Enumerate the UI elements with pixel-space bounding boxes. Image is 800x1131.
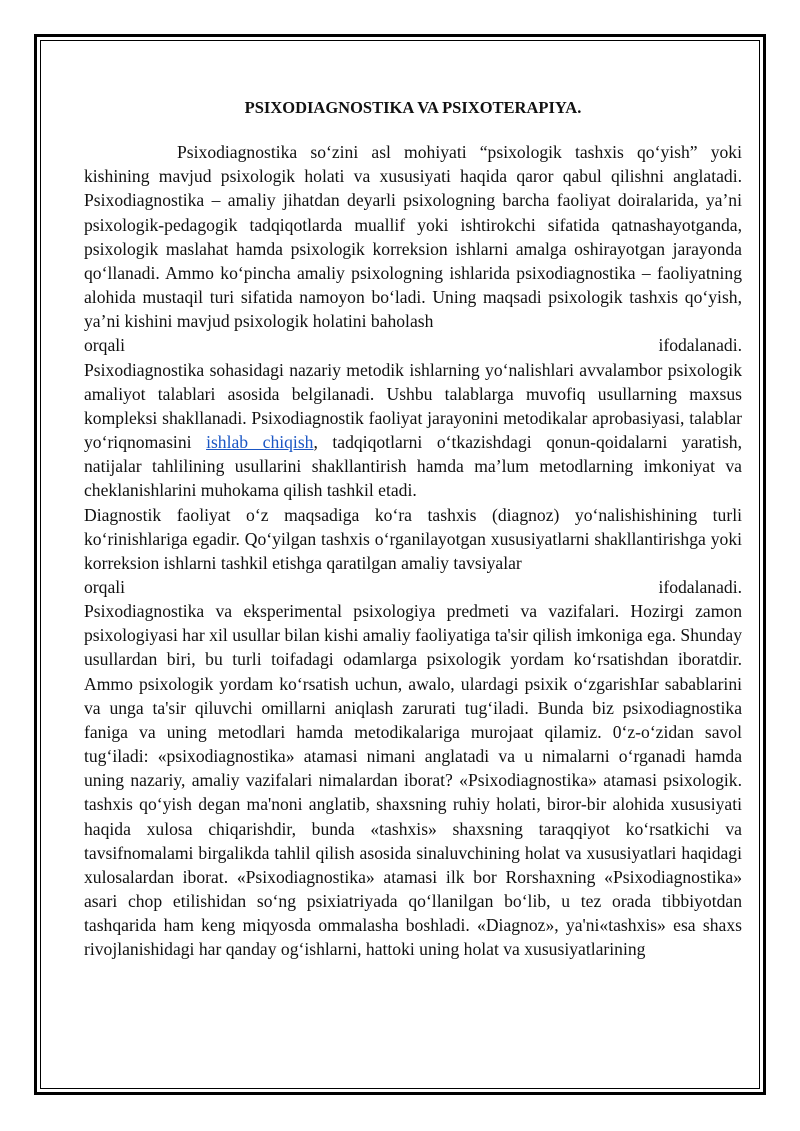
paragraph-4: Psixodiagnostika va eksperimental psixologiya predmeti va vazifalari. Hozirgi zamon psixologiyasi har xil usullar bilan kishi amaliy faoliyatiga ta'sir qilish imkoniga ega. Shunday usullardan biri, bu turli toifadagi odamlarga psixologik yordam ko‘rsatishdan iboratdir. Ammo psixologik yordam ko‘rsatish uchun, awalo, ulardagi psixik o‘zgarishIar sabablarini va unga ta'sir qiluvchi omillarni aniqlash zarurati tug‘iladi. Bunda biz psixodiagnostika faniga va uning metodlari hamda metodikalariga murojaat qilamiz. 0‘z-o‘zidan savol tug‘iladi: «psixodiagnostika» atamasi nimani anglatadi va u nimalarni o‘rganadi hamda uning nazariy, amaliy vazifalari nimalardan iborat? «Psixodiagnostika» atamasi psixologik. tashxis qo‘yish degan ma'noni anglatib, shaxsning ruhiy holati, biror-bir alohida xususiyati haqida xulosa chiqarishdir, bunda «tashxis» shaxsning taraqqiyot ko‘rsatkichi va tavsifnomalami birgalikda tahlil qilish asosida sinaluvchining holat va xususiyatlari haqidagi xulosalardan iborat. «Psixodiagnostika» atamasi ilk bor Rorshaxning «Psixodiagnostika» asari chop etilishidan so‘ng psixiatriyada qo‘llanilgan bo‘lib, u tez orada tibbiyotdan tashqarida ham keng miqyosda ommalasha boshladi. «Diagnoz», ya'ni«tashxis» esa shaxs rivojlanishidagi har qanday og‘ishlarni, hattoki uning holat va xususiyatlarining [84,601,742,960]
paragraph-3-text: Diagnostik faoliyat o‘z maqsadiga ko‘ra tashxis (diagnoz) yo‘nalishishining turli ko‘rinishlariga egadir. Qo‘yilgan tashxis o‘rganilayotgan xususiyatlarni shakllantirishga yoki korreksion ishlarni tashkil etishga qaratilgan amaliy tavsiyalar [84,504,742,573]
paragraph-1-last-line: orqali ifodalanadi. [84,335,742,356]
paragraph-2-text-b: , tadqiqotlarni o‘tkazishdagi qonun-qoidalarni yaratish, natijalar tahlilining usullarini shakllantirish hamda ma’lum metodlarning imkoniyat va cheklanishlarini muhokama qilish tashkil etadi. [84,432,743,501]
paragraph-2-text-a: Psixodiagnostika sohasidagi nazariy metodik ishlarning yo‘nalishlari avvalambor psixologik amaliyot talablari asosida belgilanadi. Ushbu talablarga muvofiq usullarning maxsus kompleksi shakllanadi. Psixodiagnostik faoliyat jarayonini metodikalar aprobasiyasi, talablar yo‘riqnomasini [84,359,742,453]
paragraph-1 [84,140,742,357]
document-body [84,92,742,961]
ishlab-chiqish-link[interactable]: ishlab chiqish [206,432,314,453]
paragraph-3 [84,503,742,600]
paragraph-2 [84,358,742,503]
paragraph-1-text: Psixodiagnostika so‘zini asl mohiyati “psixologik tashxis qo‘yish” yoki kishining mavjud psixologik holati va xususiyati haqida qaror qabul qilishni anglatadi. Psixodiagnostika – amaliy jihatdan deyarli psixologning barcha faoliyat doiralarida, ya’ni psixologik-pedagogik tadqiqotlarda muallif yoki ishtirokchi sifatida qatnashayotganda, psixologik maslahat hamda psixologik korreksion ishlarni amalga oshirayotgan jarayonda qo‘llanadi. Ammo ko‘pincha amaliy psixologning ishlarida psixodiagnostika – faoliyatning alohida mustaqil turi sifatida namoyon bo‘ladi. Uning maqsadi psixologik tashxis qo‘yish, ya’ni kishini mavjud psixologik holatini baholash [84,142,742,332]
paragraph-3-last-line: orqali ifodalanadi. [84,576,742,597]
document-title: PSIXODIAGNOSTIKA VA PSIXOTERAPIYA. [244,98,582,117]
